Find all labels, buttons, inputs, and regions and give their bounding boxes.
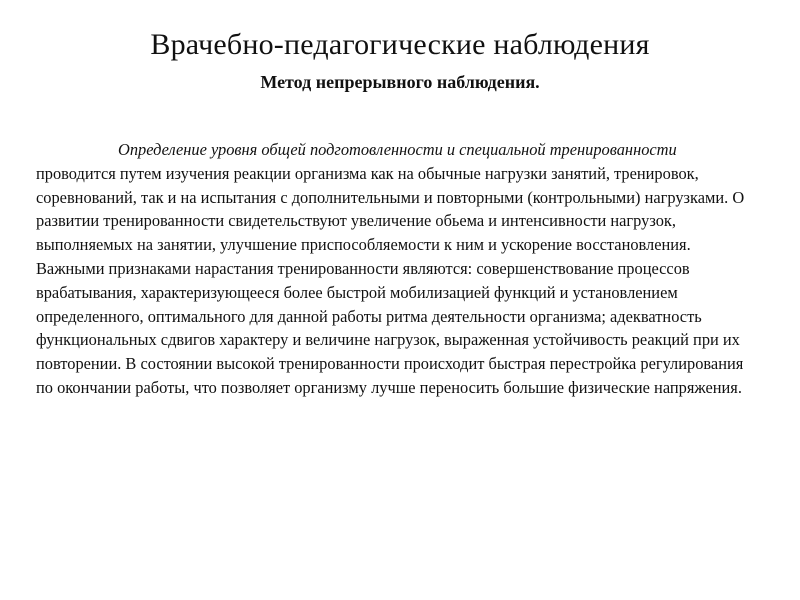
body-text: проводится путем изучения реакции организма как на обычные нагрузки занятий, тренировок, соревнований, так и на испытания с дополнительными и повторными (контрольными) нагрузками. О развитии тренированности свидетельствуют увеличение обьема и интенсивности нагрузок, выполняемых на занятии, улучшение приспособляемости к ним и ускорение восстановления. Важными признаками нарастания тренированности являются: совершенствование процессов врабатывания, характеризующееся более быстрой мобилизацией функций и установлением определенного, оптимального для данной работы ритма деятельности организма; адекватность функциональных сдвигов характеру и величине нагрузок, выраженная устойчивость реакций при их повторении. В состоянии высокой тренированности происходит быстрая перестройка регулирования по окончании работы, что позволяет организму лучше переносить большие физические напряжения. xyxy=(36,163,745,397)
slide-subtitle: Метод непрерывного наблюдения. xyxy=(260,72,540,92)
slide-title: Врачебно-педагогические наблюдения xyxy=(150,28,650,61)
body-paragraph xyxy=(36,138,756,400)
italic-lead: Определение уровня общей подготовленности и специальной тренированности xyxy=(118,140,677,159)
